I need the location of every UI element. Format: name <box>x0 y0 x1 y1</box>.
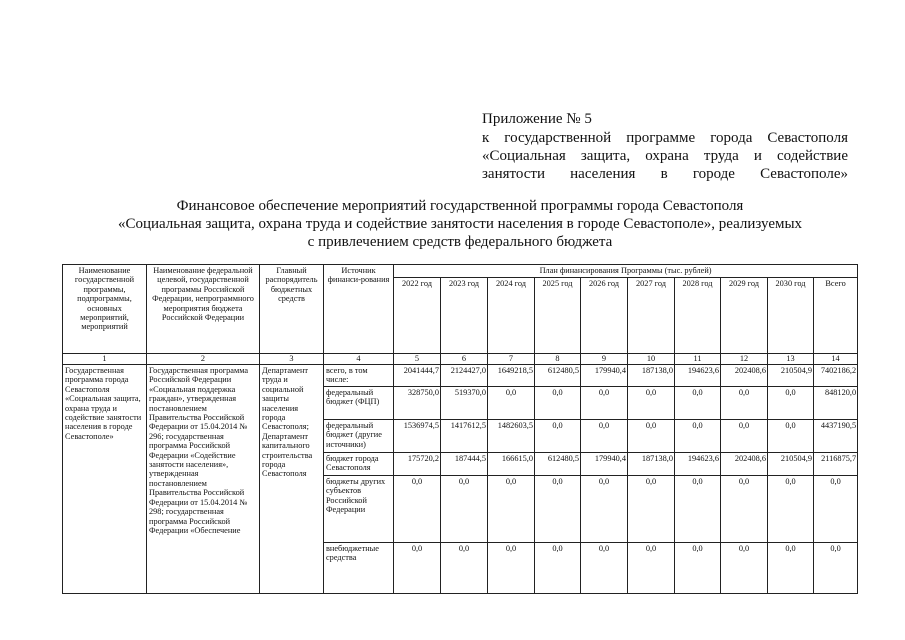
column-index: 4 <box>324 354 394 365</box>
value-cell: 4437190,5 <box>814 419 858 452</box>
source-cell: внебюджетные средства <box>324 542 394 593</box>
value-cell: 0,0 <box>441 542 488 593</box>
heading-line: «Социальная защита, охрана труда и содействие занятости населения в городе Севастополе», реализуемых <box>117 216 803 232</box>
value-cell: 0,0 <box>535 542 581 593</box>
value-cell: 0,0 <box>721 386 768 419</box>
value-cell: 0,0 <box>628 419 675 452</box>
value-cell: 175720,2 <box>394 452 441 475</box>
appendix-block <box>482 110 848 183</box>
value-cell: 0,0 <box>394 475 441 542</box>
header-year: 2029 год <box>721 278 768 354</box>
column-index: 6 <box>441 354 488 365</box>
appendix-line: к государственной программе города Севастополя <box>482 130 848 146</box>
header-row <box>63 265 858 278</box>
value-cell: 1482603,5 <box>488 419 535 452</box>
column-index: 11 <box>675 354 721 365</box>
value-cell: 0,0 <box>814 475 858 542</box>
header-year: 2023 год <box>441 278 488 354</box>
value-cell: 187444,5 <box>441 452 488 475</box>
column-index: 2 <box>147 354 260 365</box>
column-index: 14 <box>814 354 858 365</box>
column-index-row <box>63 354 858 365</box>
header-year: 2026 год <box>581 278 628 354</box>
source-cell: федеральный бюджет (другие источники) <box>324 419 394 452</box>
budget-manager-cell: Департамент труда и социальной защиты населения города Севастополя; Департамент капитального строительства города Севастополя <box>260 365 324 594</box>
value-cell: 612480,5 <box>535 365 581 387</box>
value-cell: 194623,6 <box>675 365 721 387</box>
document-heading <box>60 197 860 251</box>
value-cell: 0,0 <box>628 542 675 593</box>
header-federal: Наименование федеральной целевой, государственной программы Российской Федерации, непрограммного мероприятия бюджета Российской Федерации <box>147 265 260 354</box>
header-manager: Главный распорядитель бюджетных средств <box>260 265 324 354</box>
column-index: 12 <box>721 354 768 365</box>
header-year-total: Всего <box>814 278 858 354</box>
value-cell: 0,0 <box>581 419 628 452</box>
header-year: 2025 год <box>535 278 581 354</box>
appendix-line: «Социальная защита, охрана труда и содействие <box>482 148 848 164</box>
value-cell: 0,0 <box>488 542 535 593</box>
value-cell: 0,0 <box>721 419 768 452</box>
value-cell: 1536974,5 <box>394 419 441 452</box>
source-cell: бюджет города Севастополя <box>324 452 394 475</box>
value-cell: 2116875,7 <box>814 452 858 475</box>
financing-table <box>62 264 858 594</box>
value-cell: 210504,9 <box>768 452 814 475</box>
value-cell: 0,0 <box>628 475 675 542</box>
value-cell: 1417612,5 <box>441 419 488 452</box>
value-cell: 848120,0 <box>814 386 858 419</box>
value-cell: 612480,5 <box>535 452 581 475</box>
column-index: 1 <box>63 354 147 365</box>
value-cell: 0,0 <box>628 386 675 419</box>
table-row <box>63 365 858 387</box>
value-cell: 519370,0 <box>441 386 488 419</box>
value-cell: 0,0 <box>581 542 628 593</box>
column-index: 7 <box>488 354 535 365</box>
header-year: 2027 год <box>628 278 675 354</box>
value-cell: 187138,0 <box>628 365 675 387</box>
value-cell: 187138,0 <box>628 452 675 475</box>
value-cell: 194623,6 <box>675 452 721 475</box>
column-index: 8 <box>535 354 581 365</box>
value-cell: 0,0 <box>814 542 858 593</box>
column-index: 5 <box>394 354 441 365</box>
value-cell: 179940,4 <box>581 365 628 387</box>
value-cell: 0,0 <box>675 475 721 542</box>
header-year: 2024 год <box>488 278 535 354</box>
header-source: Источник финанси-рования <box>324 265 394 354</box>
appendix-title: Приложение № 5 <box>482 111 592 127</box>
header-program: Наименование государственной программы, подпрограммы, основных мероприятий, мероприятий <box>63 265 147 354</box>
federal-program-cell: Государственная программа Российской Федерации «Социальная поддержка граждан», утвержденная постановлением Правительства Российской Федерации от 15.04.2014 № 296; государственная программа Российской Федерации «Содействие занятости населения», утвержденная постановлением Правительства Российской Федерации от 15.04.2014 № 298; государственная программа Российской Федерации «Обеспечение <box>147 365 260 594</box>
value-cell: 0,0 <box>441 475 488 542</box>
value-cell: 0,0 <box>675 386 721 419</box>
value-cell: 0,0 <box>488 475 535 542</box>
value-cell: 7402186,2 <box>814 365 858 387</box>
value-cell: 202408,6 <box>721 452 768 475</box>
value-cell: 166615,0 <box>488 452 535 475</box>
header-year: 2028 год <box>675 278 721 354</box>
value-cell: 0,0 <box>581 386 628 419</box>
source-cell: бюджеты других субъектов Российской Федерации <box>324 475 394 542</box>
value-cell: 202408,6 <box>721 365 768 387</box>
value-cell: 0,0 <box>721 542 768 593</box>
appendix-line: занятости населения в городе Севастополе» <box>482 166 848 182</box>
value-cell: 0,0 <box>768 475 814 542</box>
value-cell: 0,0 <box>768 386 814 419</box>
source-cell: федеральный бюджет (ФЦП) <box>324 386 394 419</box>
value-cell: 0,0 <box>721 475 768 542</box>
value-cell: 210504,9 <box>768 365 814 387</box>
value-cell: 0,0 <box>488 386 535 419</box>
value-cell: 0,0 <box>535 386 581 419</box>
value-cell: 2124427,0 <box>441 365 488 387</box>
value-cell: 1649218,5 <box>488 365 535 387</box>
value-cell: 179940,4 <box>581 452 628 475</box>
heading-line: Финансовое обеспечение мероприятий государственной программы города Севастополя <box>176 198 744 214</box>
value-cell: 0,0 <box>675 419 721 452</box>
source-cell: всего, в том числе: <box>324 365 394 387</box>
value-cell: 0,0 <box>768 419 814 452</box>
value-cell: 0,0 <box>394 542 441 593</box>
value-cell: 328750,0 <box>394 386 441 419</box>
column-index: 3 <box>260 354 324 365</box>
column-index: 13 <box>768 354 814 365</box>
header-year: 2022 год <box>394 278 441 354</box>
header-year: 2030 год <box>768 278 814 354</box>
value-cell: 0,0 <box>675 542 721 593</box>
program-name-cell: Государственная программа города Севастополя «Социальная защита, охрана труда и содействие занятости населения в городе Севастополе» <box>63 365 147 594</box>
value-cell: 0,0 <box>535 475 581 542</box>
heading-line: с привлечением средств федерального бюджета <box>307 234 613 250</box>
value-cell: 0,0 <box>581 475 628 542</box>
column-index: 10 <box>628 354 675 365</box>
column-index: 9 <box>581 354 628 365</box>
value-cell: 2041444,7 <box>394 365 441 387</box>
value-cell: 0,0 <box>535 419 581 452</box>
value-cell: 0,0 <box>768 542 814 593</box>
header-plan: План финансирования Программы (тыс. рублей) <box>394 265 858 278</box>
